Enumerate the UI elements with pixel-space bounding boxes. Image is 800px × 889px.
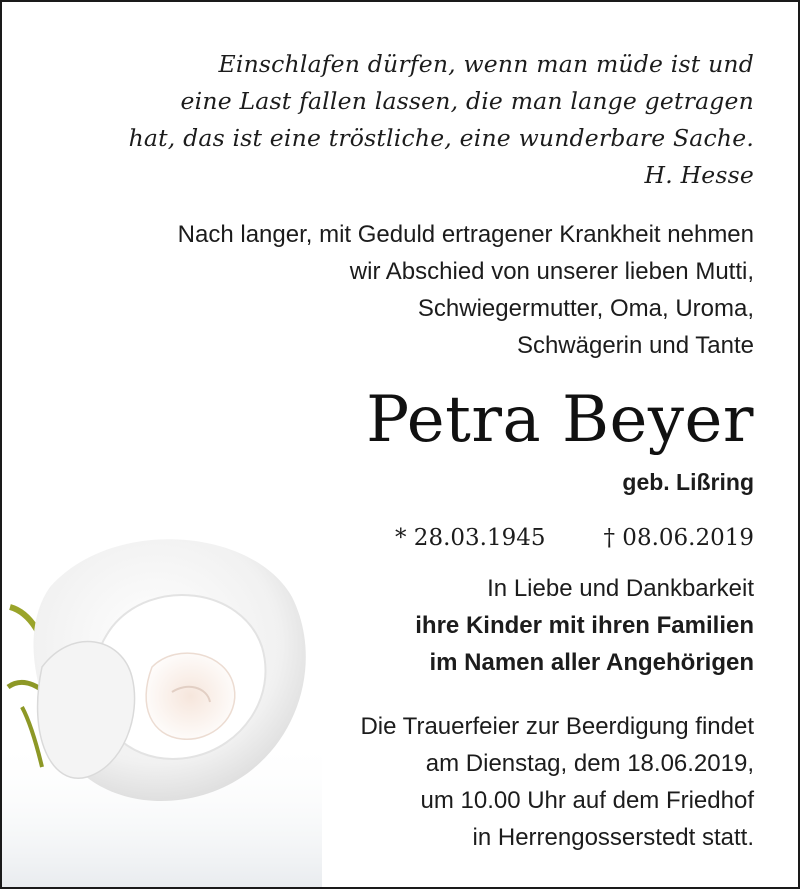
family-line: In Liebe und Dankbarkeit bbox=[487, 575, 754, 602]
announcement-line: Nach langer, mit Geduld ertragener Krankheit nehmen bbox=[177, 221, 754, 248]
announcement-text bbox=[178, 216, 754, 364]
funeral-service-info bbox=[360, 708, 754, 856]
quote-author: H. Hesse bbox=[644, 161, 754, 189]
quote-line: hat, das ist eine tröstliche, eine wunderbare Sache. bbox=[128, 124, 754, 152]
life-dates bbox=[395, 520, 754, 557]
quote-line: eine Last fallen lassen, die man lange getragen bbox=[180, 87, 754, 115]
white-rose-icon bbox=[2, 517, 322, 887]
deceased-name: Petra Beyer bbox=[366, 383, 754, 457]
service-line: in Herrengosserstedt statt. bbox=[472, 824, 754, 851]
announcement-line: Schwägerin und Tante bbox=[516, 332, 754, 359]
family-line: im Namen aller Angehörigen bbox=[429, 649, 754, 676]
hesse-quote bbox=[14, 46, 754, 194]
announcement-line: wir Abschied von unserer lieben Mutti, bbox=[349, 258, 754, 285]
death-date: † 08.06.2019 bbox=[603, 525, 754, 551]
family-line: ihre Kinder mit ihren Familien bbox=[415, 612, 754, 639]
service-line: am Dienstag, dem 18.06.2019, bbox=[425, 750, 754, 777]
birth-name: geb. Lißring bbox=[622, 469, 754, 495]
family-signature bbox=[415, 570, 754, 681]
birth-date: * 28.03.1945 bbox=[395, 525, 546, 551]
service-line: Die Trauerfeier zur Beerdigung findet bbox=[360, 713, 754, 740]
service-line: um 10.00 Uhr auf dem Friedhof bbox=[420, 787, 754, 814]
quote-line: Einschlafen dürfen, wenn man müde ist und bbox=[218, 50, 754, 78]
announcement-line: Schwiegermutter, Oma, Uroma, bbox=[417, 295, 754, 322]
